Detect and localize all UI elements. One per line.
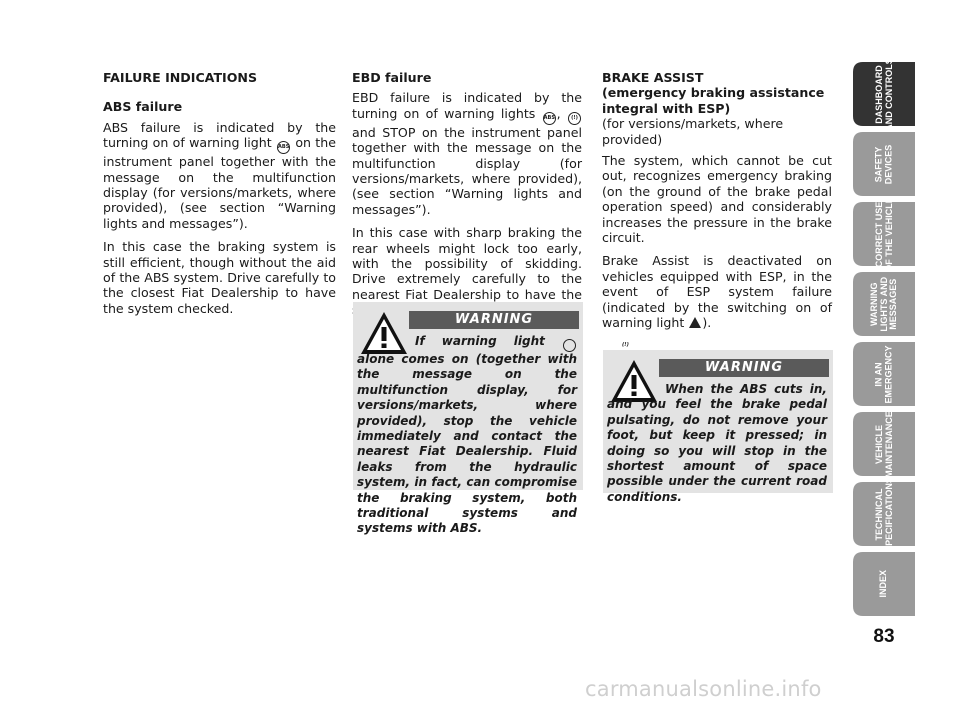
paragraph-ebd-failure: EBD failure is indicated by the turning on of warning lights ABS , (!) and STOP on the instrument panel together with the message on the multifunction display (for versions/markets, where provided), (see section “Warning lights and messages”). — [352, 90, 582, 217]
chapter-tab[interactable] — [853, 132, 915, 196]
section-heading: FAILURE INDICATIONS — [103, 70, 258, 85]
watermark: carmanualsonline.info — [585, 677, 822, 701]
chapter-tab-label: DASHBOARD AND CONTROLS — [873, 57, 893, 131]
subheading-ebd-failure: EBD failure — [352, 70, 432, 85]
chapter-tab-label: CORRECT USE OF THE VEHICLE — [873, 196, 894, 272]
chapter-tab-label: VEHICLE MAINTENANCE — [873, 410, 893, 478]
paragraph-brake-assist: The system, which cannot be cut out, recognizes emergency braking (on the ground of the brake pedal operation speed) and considerably increases the pressure in the brake circuit. — [602, 153, 832, 246]
warning-box-abs-pedal — [603, 350, 833, 504]
heading-brake-assist-line2: (emergency braking assistance — [602, 85, 825, 101]
paragraph-ebd-advice: In this case with sharp braking the rear wheels might lock too early, with the possibility of skidding. Drive extremely carefully to the nearest Fiat Dealership to have the — [352, 225, 582, 302]
column-brake-assist — [602, 70, 832, 339]
page-number: 83 — [873, 626, 895, 647]
warning-box-brake-light — [353, 302, 629, 536]
subheading-abs-failure: ABS failure — [103, 99, 183, 115]
brake-warning-icon: (!) — [563, 339, 576, 352]
chapter-tab[interactable] — [853, 57, 915, 131]
abs-warning-icon: ABS — [543, 112, 556, 125]
warning-text: If warning light (!) alone comes on (together with the message on the multifunction display, for versions/markets, where provided), stop the vehicle immediately and contact the nearest Fiat Dealership. Fluid leaks from the hydraulic system, in fact, can compromise the braking system, both traditional systems and systems with ABS. — [357, 334, 629, 536]
paragraph-brake-assist-esp: Brake Assist is deactivated on vehicles equipped with ESP, in the event of ESP system failure (indicated by the switching on of warning light ). — [602, 253, 832, 331]
heading-brake-assist: BRAKE ASSIST — [602, 70, 704, 85]
warning-text: When the ABS cuts in, and you feel the brake pedal pulsating, do not remove your foot, but keep it pressed; in doing so you will stop in the shortest amount of space possible under the current road conditions. — [607, 382, 827, 504]
paragraph-abs-failure: ABS failure is indicated by the turning on of warning light ABS on the instrument panel together with the message on the multifunction display (for versions/markets, where provided), (see section “Warning lights and messages”). — [103, 119, 336, 231]
abs-warning-icon: ABS — [277, 141, 290, 154]
chapter-tab[interactable] — [853, 342, 915, 406]
chapter-tab[interactable] — [853, 476, 915, 552]
chapter-tab[interactable] — [853, 412, 915, 476]
warning-label: WARNING — [409, 311, 579, 329]
column-ebd-failure — [352, 70, 582, 326]
warning-label: WARNING — [659, 359, 829, 377]
chapter-tab-label: TECHNICAL SPECIFICATIONS — [873, 476, 893, 552]
paragraph-abs-advice: In this case the braking system is still efficient, though without the aid of the ABS system. Drive carefully to the closest Fiat Dealership to have the system checked. — [103, 239, 336, 316]
versions-note: (for versions/markets, where provided) — [602, 116, 784, 147]
chapter-tab[interactable] — [853, 552, 915, 616]
chapter-tab-label: WARNING LIGHTS AND MESSAGES — [868, 276, 898, 332]
heading-brake-assist-line3: integral with ESP) — [602, 100, 731, 116]
chapter-tab-label: IN AN EMERGENCY — [873, 344, 893, 404]
chapter-tab-label: SAFETY DEVICES — [873, 144, 893, 184]
chapter-tab-label: INDEX — [878, 570, 889, 598]
brake-warning-icon: (!) — [568, 112, 581, 125]
column-failure-indications — [103, 70, 336, 324]
chapter-tab[interactable] — [853, 272, 915, 336]
chapter-tab[interactable] — [853, 196, 915, 272]
esp-warning-icon — [689, 317, 701, 328]
